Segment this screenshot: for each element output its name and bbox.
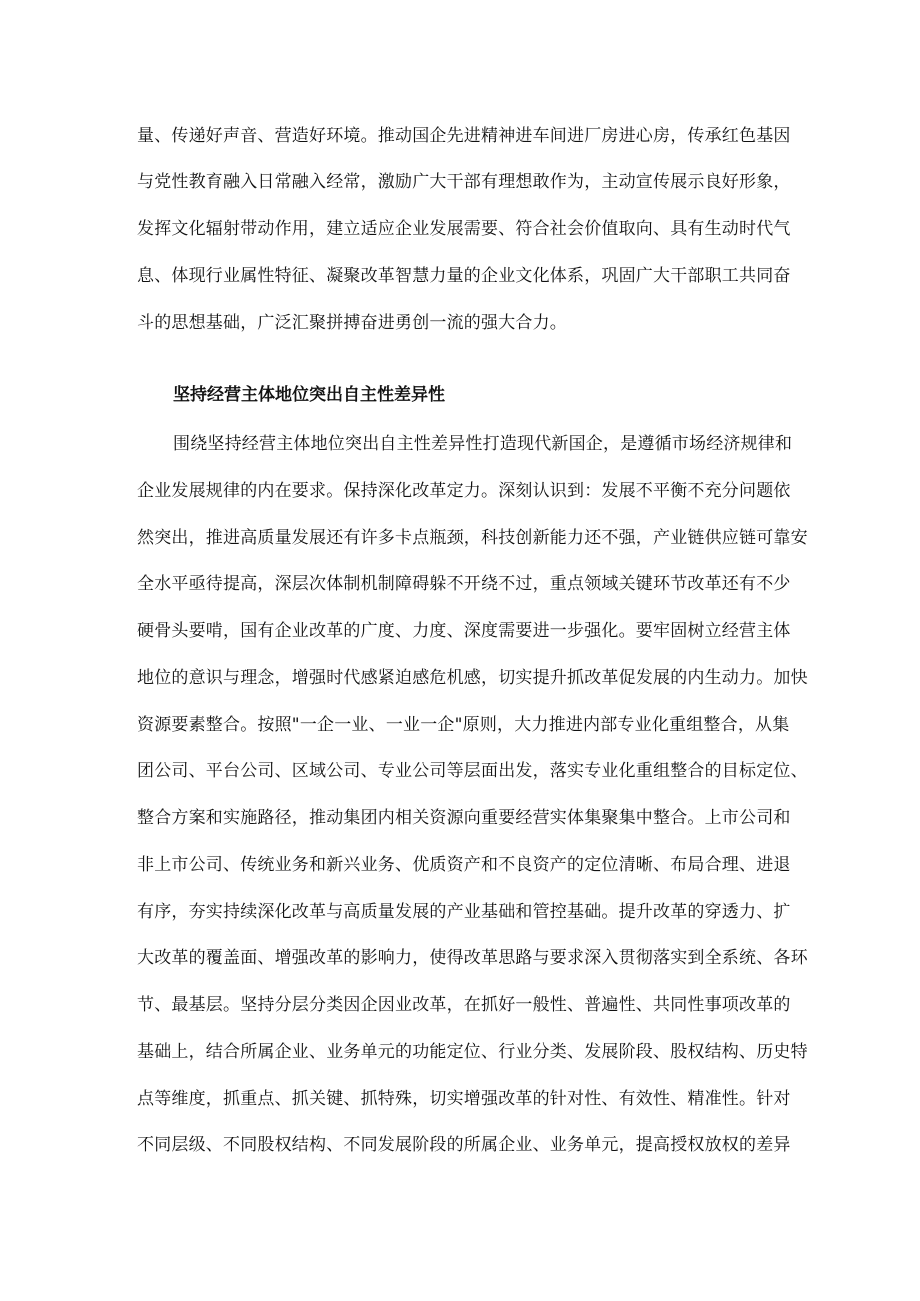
paragraph-2-line-11: 有序，夯实持续深化改革与高质量发展的产业基础和管控基础。提升改革的穿透力、扩	[137, 902, 791, 922]
paragraph-2-line-10: 非上市公司、传统业务和新兴业务、优质资产和不良资产的定位清晰、布局合理、进退	[137, 855, 791, 875]
paragraph-2-line-12: 大改革的覆盖面、增强改革的影响力，使得改革思路与要求深入贯彻落实到全系统、各环	[137, 948, 808, 968]
paragraph-2-line-15: 点等维度，抓重点、抓关键、抓特殊，切实增强改革的针对性、有效性、精准性。针对	[137, 1089, 791, 1109]
paragraph-1-line-3: 发挥文化辐射带动作用，建立适应企业发展需要、符合社会价值取向、具有生动时代气	[137, 219, 791, 239]
paragraph-1-line-4: 息、体现行业属性特征、凝聚改革智慧力量的企业文化体系，巩固广大干部职工共同奋	[137, 266, 791, 286]
paragraph-2-line-4: 全水平亟待提高，深层次体制机制障碍躲不开绕不过，重点领域关键环节改革还有不少	[137, 574, 791, 594]
section-heading: 坚持经营主体地位突出自主性差异性	[173, 385, 445, 405]
paragraph-2-line-3: 然突出，推进高质量发展还有许多卡点瓶颈，科技创新能力还不强，产业链供应链可靠安	[137, 528, 808, 548]
paragraph-1-line-1: 量、传递好声音、营造好环境。推动国企先进精神进车间进厂房进心房，传承红色基因	[137, 126, 791, 146]
paragraph-2-line-16: 不同层级、不同股权结构、不同发展阶段的所属企业、业务单元，提高授权放权的差异	[137, 1135, 791, 1155]
paragraph-2-line-9: 整合方案和实施路径，推动集团内相关资源向重要经营实体集聚集中整合。上市公司和	[137, 808, 791, 828]
paragraph-1-line-5: 斗的思想基础，广泛汇聚拼搏奋进勇创一流的强大合力。	[137, 313, 567, 333]
paragraph-2-line-5: 硬骨头要啃，国有企业改革的广度、力度、深度需要进一步强化。要牢固树立经营主体	[137, 621, 791, 641]
paragraph-2-line-8: 团公司、平台公司、区域公司、专业公司等层面出发，落实专业化重组整合的目标定位、	[137, 761, 808, 781]
paragraph-2-line-13: 节、最基层。坚持分层分类因企因业改革，在抓好一般性、普遍性、共同性事项改革的	[137, 995, 791, 1015]
paragraph-2-line-14: 基础上，结合所属企业、业务单元的功能定位、行业分类、发展阶段、股权结构、历史特	[137, 1042, 808, 1062]
paragraph-2-line-6: 地位的意识与理念，增强时代感紧迫感危机感，切实提升抓改革促发展的内生动力。加快	[137, 668, 808, 688]
paragraph-2-line-1: 围绕坚持经营主体地位突出自主性差异性打造现代新国企，是遵循市场经济规律和	[173, 434, 793, 454]
paragraph-2-line-7: 资源要素整合。按照"一企一业、一业一企"原则，大力推进内部专业化重组整合，从集	[137, 715, 790, 735]
paragraph-2-line-2: 企业发展规律的内在要求。保持深化改革定力。深刻认识到：发展不平衡不充分问题依	[137, 481, 791, 501]
paragraph-1-line-2: 与党性教育融入日常融入经常，激励广大干部有理想敢作为，主动宣传展示良好形象，	[137, 172, 791, 192]
